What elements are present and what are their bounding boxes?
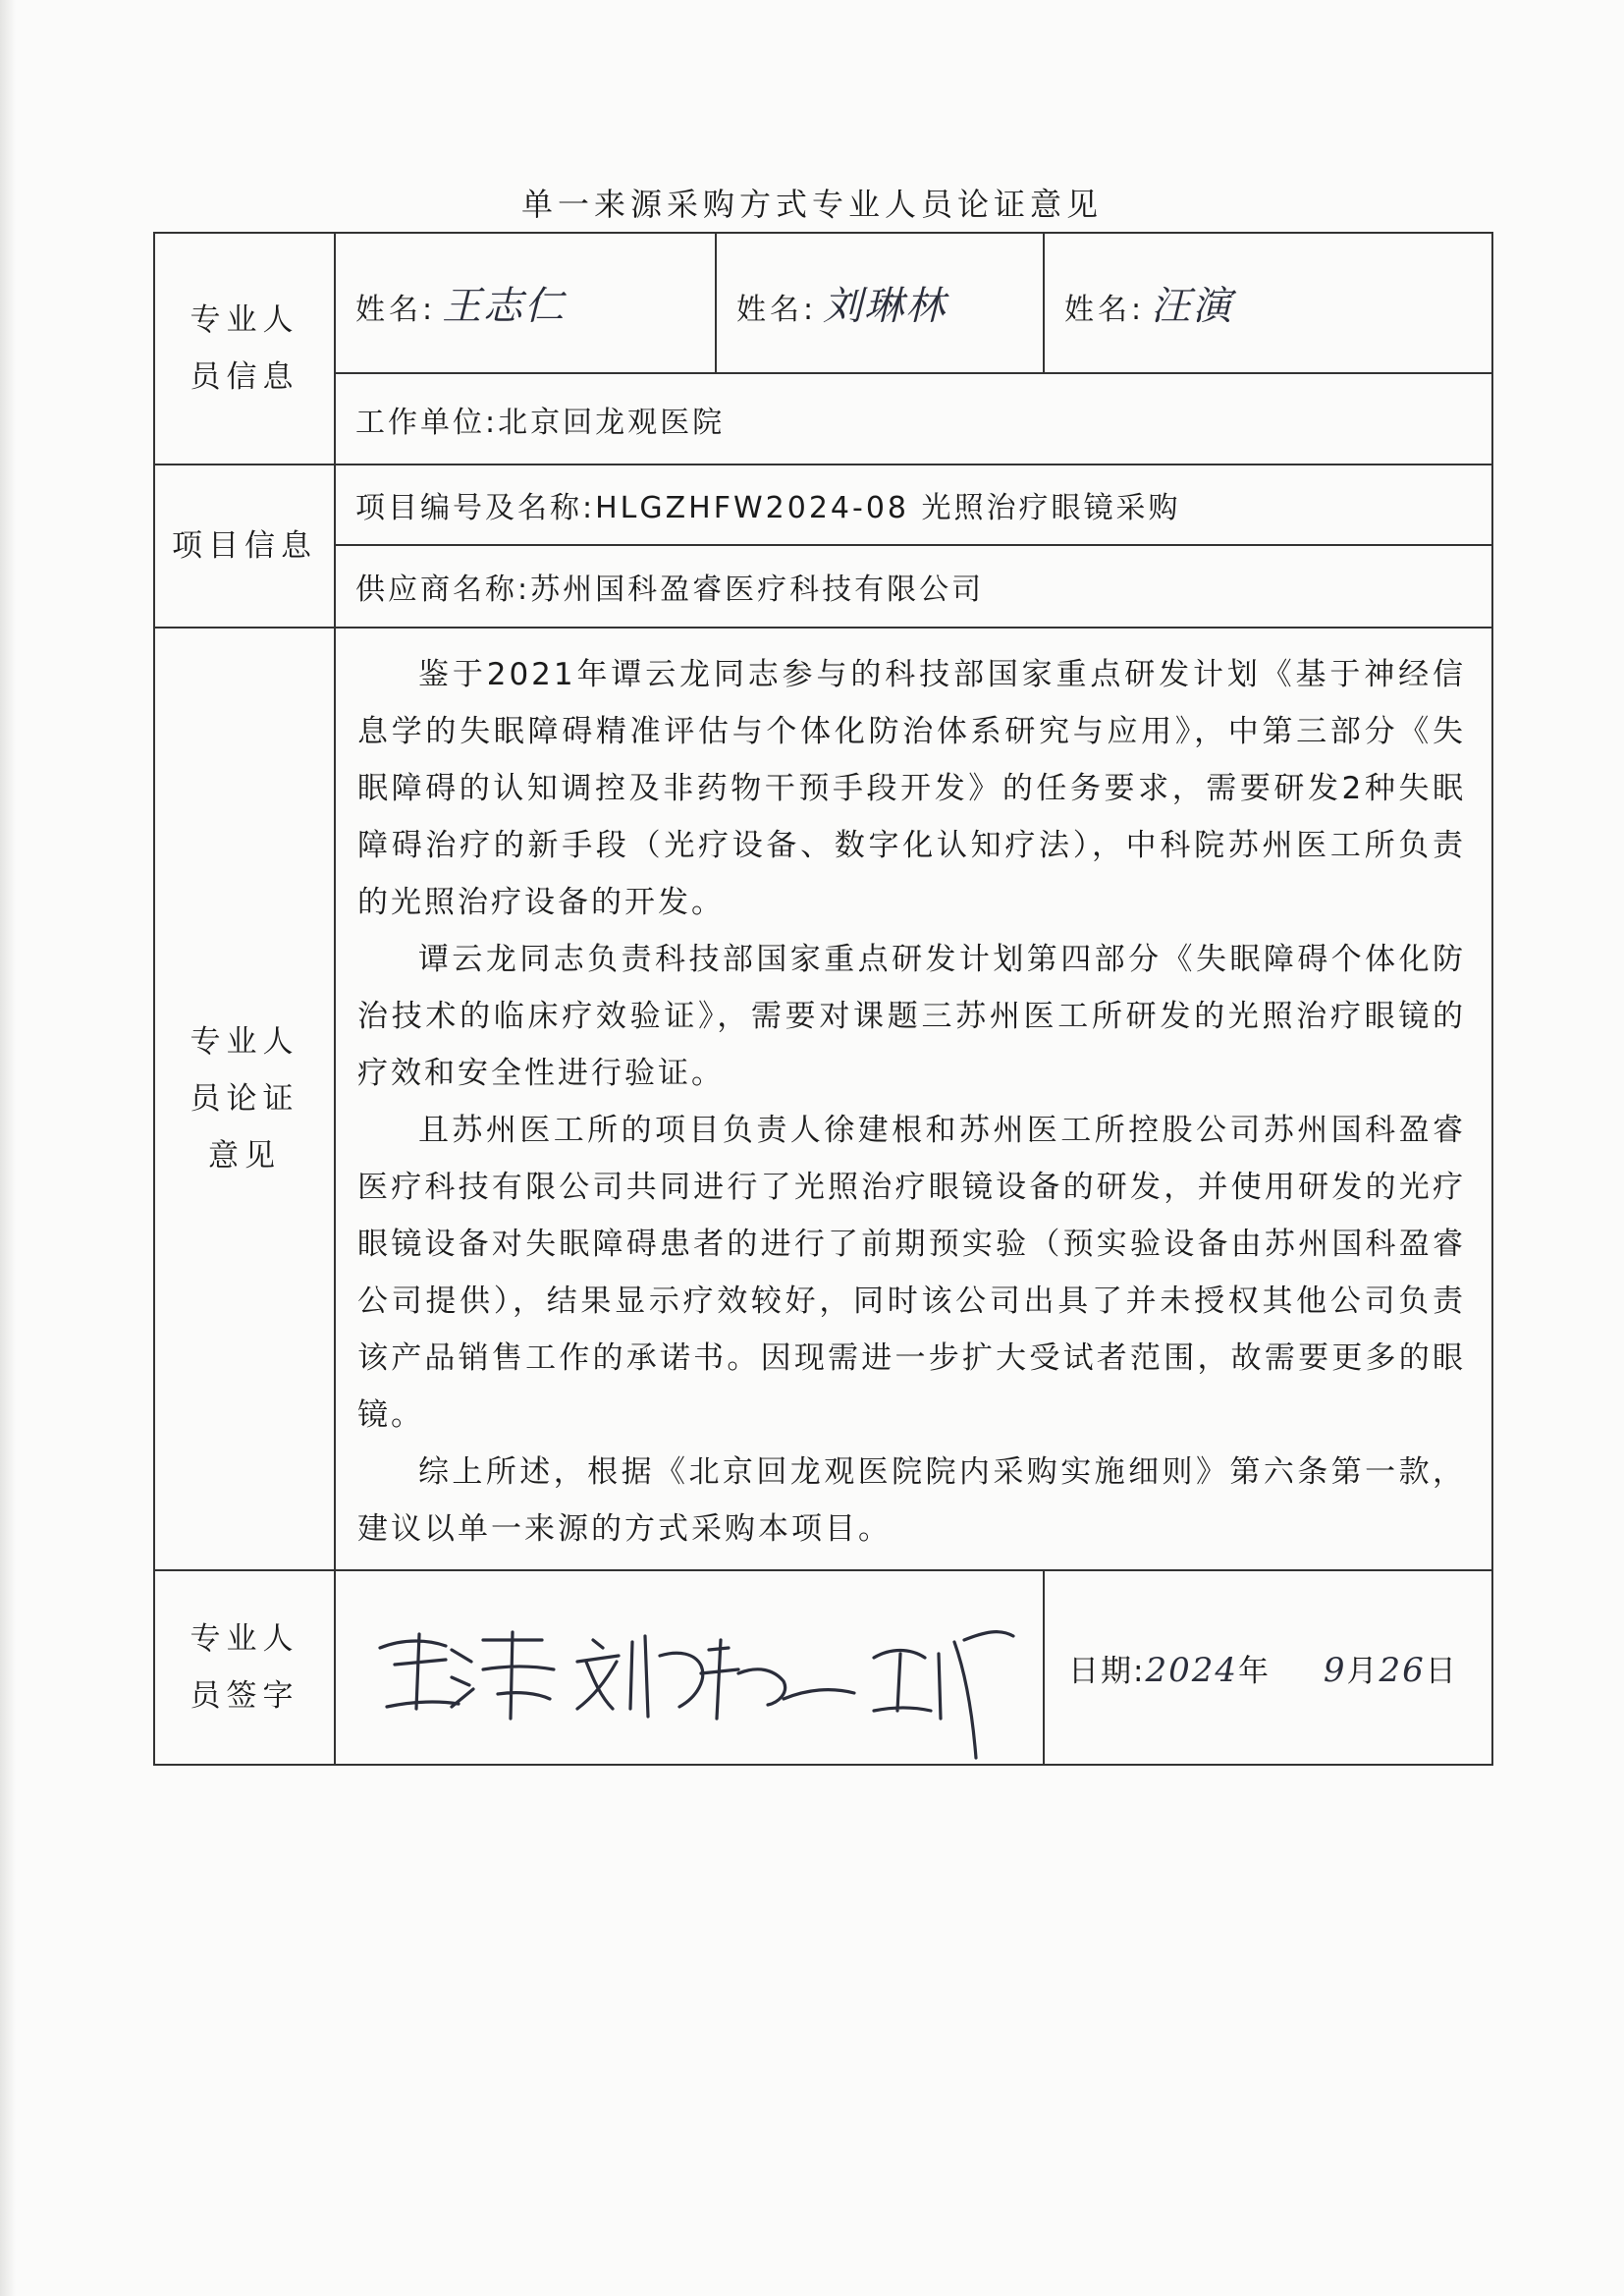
day-char: 日 [1425,1653,1458,1689]
date-day: 26 [1379,1650,1426,1690]
expert-name-1-cell [335,233,716,373]
name-prefix-3: 姓名: [1064,293,1146,327]
opinion-text-cell [335,628,1492,1570]
signature-stroke [939,1632,1013,1758]
signature-stroke [380,1634,459,1709]
handwritten-signatures [336,1571,1045,1764]
project-code-label: 项目编号及名称: [355,491,596,525]
date-label: 日期: [1068,1653,1146,1689]
name-prefix-2: 姓名: [736,293,818,327]
signature-stroke [452,1632,554,1719]
date-cell [1044,1570,1492,1765]
opinion-form-table [153,232,1493,1766]
date-month: 9 [1323,1650,1347,1690]
supplier-name: 苏州国科盈睿医疗科技有限公司 [530,573,985,607]
expert-name-3: 汪演 [1151,284,1234,329]
work-unit-value: 北京回龙观医院 [498,405,726,440]
expert-info-label: 专业人员信息 [154,233,335,465]
name-prefix-1: 姓名: [355,293,437,327]
project-code-cell [335,465,1492,545]
date-year: 2024 [1145,1650,1238,1690]
signature-stroke [577,1640,619,1709]
expert-name-3-cell [1044,233,1492,373]
expert-name-1: 王志仁 [442,284,567,329]
month-char: 月 [1346,1653,1380,1689]
document-title: 单一来源采购方式专业人员论证意见 [520,186,1103,223]
signature-stroke [630,1636,785,1719]
project-info-label: 项目信息 [154,465,335,628]
signature-area [335,1570,1044,1765]
signature-stroke [874,1651,931,1712]
expert-opinion-label: 专业人员论证意见 [154,628,335,1570]
work-unit-cell [335,373,1492,465]
signature-stroke [784,1690,854,1699]
scan-shadow [0,0,16,2296]
opinion-paragraph-1: 鉴于2021年谭云龙同志参与的科技部国家重点研发计划《基于神经信息学的失眠障碍精准评估与个体化防治体系研究与应用》，中第三部分《失眠障碍的认知调控及非药物干预手段开发》的任务要求，需要研发2种失眠障碍治疗的新手段（光疗设备、数字化认知疗法），中科院苏州医工所负责的光照治疗设备的开发。 [357,657,1466,920]
expert-signature-label: 专业人员签字 [154,1570,335,1765]
supplier-label: 供应商名称: [355,573,531,607]
work-unit-label: 工作单位: [355,405,499,440]
expert-name-2: 刘琳林 [823,284,947,329]
project-code-name: HLGZHFW2024-08 光照治疗眼镜采购 [595,491,1181,525]
opinion-paragraph-2: 谭云龙同志负责科技部国家重点研发计划第四部分《失眠障碍个体化防治技术的临床疗效验证》，需要对课题三苏州医工所研发的光照治疗眼镜的疗效和安全性进行验证。 [357,942,1466,1091]
opinion-paragraph-3: 且苏州医工所的项目负责人徐建根和苏州医工所控股公司苏州国科盈睿医疗科技有限公司共同进行了光照治疗眼镜设备的研发，并使用研发的光疗眼镜设备对失眠障碍患者的进行了前期预实验（预实验设备由苏州国科盈睿公司提供），结果显示疗效较好，同时该公司出具了并未授权其他公司负责该产品销售工作的承诺书。因现需进一步扩大受试者范围，故需要更多的眼镜。 [357,1113,1466,1433]
year-char: 年 [1237,1653,1271,1689]
expert-name-2-cell [716,233,1044,373]
supplier-cell [335,545,1492,628]
opinion-paragraph-4: 综上所述，根据《北京回龙观医院院内采购实施细则》第六条第一款，建议以单一来源的方式采购本项目。 [357,1454,1466,1547]
